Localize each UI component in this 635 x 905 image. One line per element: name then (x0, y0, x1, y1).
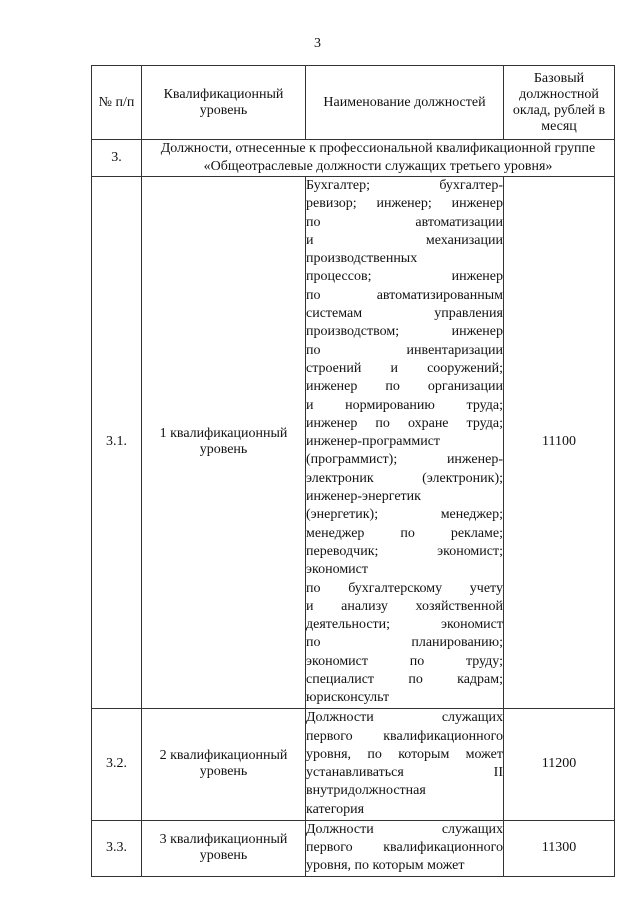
position-line: и механизации (306, 232, 503, 248)
row-position (306, 177, 504, 709)
position-line: системам управления (306, 306, 503, 322)
table-row (92, 820, 615, 876)
positions-table (91, 65, 615, 877)
position-line: по инвентаризации (306, 342, 503, 358)
position-line: внутридолжностная (306, 783, 426, 799)
position-line: уровня, по которым может (306, 746, 503, 762)
position-line: инженер-программист (306, 434, 441, 450)
position-line: первого квалификационного (306, 728, 503, 744)
row-position (306, 708, 504, 820)
position-line: экономист (306, 562, 369, 578)
row-salary: 11100 (504, 177, 615, 709)
row-num: 3.2. (92, 708, 142, 820)
row-position (306, 820, 504, 876)
position-line: и анализу хозяйственной (306, 598, 503, 614)
position-line: менеджер по рекламе; (306, 525, 503, 541)
table-header-row (92, 66, 615, 140)
position-line: строений и сооружений; (306, 360, 503, 376)
position-line: переводчик; экономист; (306, 543, 503, 559)
header-num: № п/п (92, 66, 142, 140)
position-line: производственных (306, 251, 418, 267)
group-num: 3. (92, 140, 142, 177)
position-line: уровня, по которым может (306, 858, 465, 874)
position-line: инженер по организации (306, 379, 503, 395)
row-num: 3.1. (92, 177, 142, 709)
position-line: по бухгалтерскому учету (306, 580, 503, 596)
position-line: категория (306, 801, 365, 817)
header-level: Квалификационный уровень (142, 66, 306, 140)
row-level: 2 квалификационный уровень (142, 708, 306, 820)
position-line: производством; инженер (306, 324, 503, 340)
position-line: по автоматизации (306, 214, 503, 230)
position-line: по автоматизированным (306, 287, 503, 303)
table-row (92, 708, 615, 820)
position-line: специалист по кадрам; (306, 672, 503, 688)
position-line: устанавливаться II (306, 765, 503, 781)
position-line: по планированию; (306, 635, 503, 651)
position-line: деятельности; экономист (306, 617, 503, 633)
position-line: (программист); инженер- (306, 452, 503, 468)
table-row (92, 177, 615, 709)
row-num: 3.3. (92, 820, 142, 876)
position-line: первого квалификационного (306, 839, 503, 855)
header-salary: Базовый должностной оклад, рублей в месяц (504, 66, 615, 140)
row-salary: 11200 (504, 708, 615, 820)
position-line: юрисконсульт (306, 690, 390, 706)
position-line: инженер по охране труда; (306, 415, 503, 431)
position-line: (энергетик); менеджер; (306, 507, 503, 523)
row-level: 3 квалификационный уровень (142, 820, 306, 876)
position-line: Должности служащих (306, 710, 503, 726)
position-line: процессов; инженер (306, 269, 503, 285)
row-level: 1 квалификационный уровень (142, 177, 306, 709)
row-salary: 11300 (504, 820, 615, 876)
position-line: инженер-энергетик (306, 489, 421, 505)
group-row (92, 140, 615, 177)
position-line: экономист по труду; (306, 653, 503, 669)
header-position: Наименование должностей (306, 66, 504, 140)
position-line: электроник (электроник); (306, 470, 503, 486)
group-title: Должности, отнесенные к профессиональной квалификационной группе «Общеотраслевые должности служащих третьего уровня» (142, 140, 615, 177)
position-line: Должности служащих (306, 821, 503, 837)
position-line: ревизор; инженер; инженер (306, 196, 503, 212)
position-line: и нормированию труда; (306, 397, 503, 413)
page-number: 3 (314, 36, 321, 51)
position-line: Бухгалтер; бухгалтер- (306, 178, 503, 193)
